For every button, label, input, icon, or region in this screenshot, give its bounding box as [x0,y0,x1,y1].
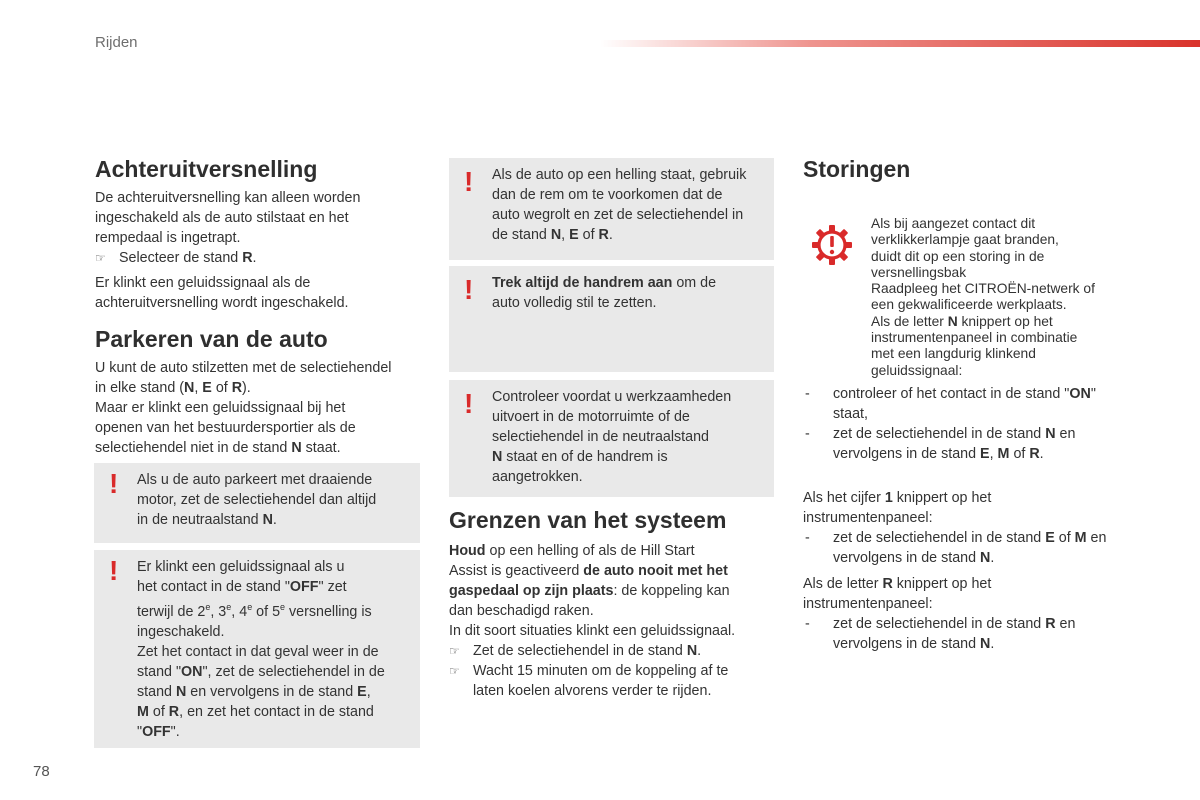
gear-warning-icon [810,223,854,267]
warning-text: Als u de auto parkeert met draaiende motor, zet de selectiehendel dan altijd in de neutraalstand N. [137,472,377,528]
warning-text: Als de auto op een helling staat, gebruik dan de rem om te voorkomen dat de auto wegrolt en zet de selectiehendel in de stand N, E of R. [492,167,747,243]
heading-reverse-gear: Achteruitversnelling [95,156,318,182]
reverse-text-line: ingeschakeld als de auto stilstaat en het [95,210,349,226]
warning-text: Controleer voordat u werkzaamheden uitvoert in de motorruimte of de selectiehendel in de neutraalstand N staat en of de handrem is aangetrokken. [492,389,732,485]
page-number: 78 [33,763,50,780]
limits-instruction: ☞ Zet de selectiehendel in de stand N. [449,643,702,659]
warning-box-parking-engine [94,463,420,543]
warning-box-engine-work [449,380,774,497]
warning-text: Er klinkt een geluidssignaal als u het contact in de stand "OFF" zet terwijl de 2e, 3e, 4e of 5e versnelling is ingeschakeld. Zet het contact in dat geval weer in de stand "ON", zet de selectiehendel in de stand N en vervolgens in de stand E, M of R, en zet het contact in de stand "OFF". [137,559,385,740]
column-left [95,155,425,458]
hand-pointer-icon: ☞ [449,644,460,658]
header-accent-bar [600,40,1200,47]
reverse-text-line: De achteruitversnelling kan alleen worden [95,190,361,206]
parking-text: U kunt de auto stilzetten met de selectiehendel in elke stand (N, E of R). Maar er klinkt een geluidssignaal bij het openen van het bestuurdersportier als de selectiehendel niet in de stand N staat. [95,360,392,456]
warning-box-handbrake [449,266,774,372]
column-middle [449,506,779,701]
reverse-text-line: Er klinkt een geluidssignaal als de [95,275,311,291]
heading-parking: Parkeren van de auto [95,326,328,352]
limits-text: Houd op een helling of als de Hill Start Assist is geactiveerd de auto nooit met het gaspedaal op zijn plaats: de koppeling kan dan beschadigd raken. In dit soort situaties klinkt een geluidssignaal. ☞ Zet de selectiehendel in de stand N. ☞ Wacht 15 minuten om de koppeling af te laten koelen alvorens verder te rijden. [449,541,779,701]
hand-pointer-icon: ☞ [449,664,460,678]
exclamation-icon: ! [109,468,119,499]
section-title: Rijden [95,34,138,51]
warning-box-slope [449,158,774,260]
column-right [803,155,1143,183]
exclamation-icon: ! [109,555,119,586]
exclamation-icon: ! [464,274,474,305]
exclamation-icon: ! [464,388,474,419]
fault-action-item: - controleer of het contact in de stand "ON" staat, [805,386,1096,422]
heading-faults: Storingen [803,156,911,182]
warning-text: Trek altijd de handrem aan om de auto volledig stil te zetten. [492,275,717,311]
fault-description: Als bij aangezet contact dit verklikkerlampje gaat branden, duidt dit op een storing in de versnellingsbak Raadpleeg het CITROËN-netwerk of een gekwalificeerde werkplaats. Als de letter N knippert op het instrumentenpaneel in combinatie met een langdurig klinkend geluidssignaal: [871,216,1095,378]
fault-action-item: - zet de selectiehendel in de stand N en vervolgens in de stand E, M of R. [805,426,1076,462]
limits-instruction: ☞ Wacht 15 minuten om de koppeling af te laten koelen alvorens verder te rijden. [449,663,729,699]
fault-actions: - controleer of het contact in de stand "ON" staat, - zet de selectiehendel in de stand N en vervolgens in de stand E, M of R. Als het cijfer 1 knippert op het instrumentenpaneel: - zet de selectiehendel in de stand E of M en vervolgens in de stand N. Als de letter R knippert op het instrumentenpaneel: - zet de selectiehendel in de stand R en vervolgens in de stand N. [803,384,1143,654]
exclamation-icon: ! [464,166,474,197]
reverse-instruction: ☞ Selecteer de stand R. [95,250,257,266]
heading-system-limits: Grenzen van het systeem [449,507,727,533]
reverse-text-line: achteruitversnelling wordt ingeschakeld. [95,295,349,311]
reverse-text-line: rempedaal is ingetrapt. [95,230,241,246]
warning-box-off-signal [94,550,420,748]
hand-pointer-icon: ☞ [95,251,106,265]
fault-action-item: - zet de selectiehendel in de stand R en vervolgens in de stand N. [805,616,1076,652]
fault-action-item: - zet de selectiehendel in de stand E of M en vervolgens in de stand N. [805,530,1107,566]
